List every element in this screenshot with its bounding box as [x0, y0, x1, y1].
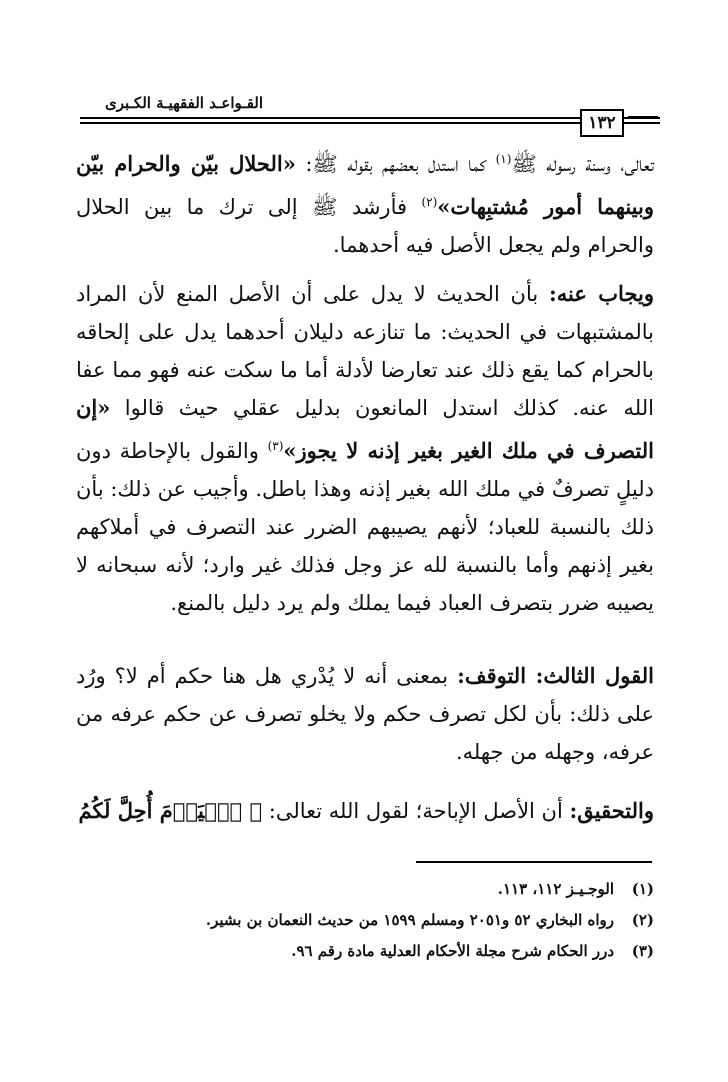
p1-text-3: فأرشد ﷺ إلى ترك ما بين الحلال والحرام ولم يجعل الأصل فيه أحدهما. — [76, 195, 654, 257]
p3-text: بمعنى أنه لا يُدْري هل هنا حكم أم لا؟ ورُد على ذلك: بأن لكل تصرف حكم ولا يخلو تصرف عن حكم عرفه من عرفه، وجهله من جهله. — [76, 664, 654, 764]
paragraph-3 — [76, 657, 654, 771]
footnote-number: (١) — [631, 880, 654, 898]
footnote-text: درر الحكام شرح مجلة الأحكام العدلية مادة رقم ٩٦. — [291, 942, 614, 960]
footnote-item — [150, 936, 654, 967]
p1-text-1: تعالى، وسنة رسوله ﷺ — [511, 152, 654, 176]
page-number-rule-top — [628, 116, 658, 118]
header-rule-top — [80, 117, 660, 119]
p2-text-2: والقول بالإحاطة دون دليلٍ تصرفٌ في ملك الله بغير إذنه وهذا باطل. وأجيب عن ذلك: بأن ذلك بالنسبة للعباد؛ لأنهم يصيبهم الضرر عند التصرف في أملاكهم بغير إذنهم وأما بالنسبة لله عز وجل فذلك غير وارد؛ لأنه سبحانه لا يصيبه ضرر بتصرف العباد فيما يملك ولم يرد دليل بالمنع. — [76, 439, 654, 615]
p3-lead: القول الثالث: التوقف: — [457, 663, 654, 688]
page-number: ١٣٢ — [580, 109, 624, 137]
footnote-item — [150, 905, 654, 936]
hadith-quote: «الحلال بيّن والحرام بيّن وبينهما أمور مُشتبِهات» — [76, 151, 654, 219]
p2-lead: ويجاب عنه: — [548, 281, 654, 306]
paragraph-4 — [76, 792, 654, 830]
footnote-text: الوجـيـز ١١٢، ١١٣. — [497, 880, 614, 898]
footnote-ref-2: (٢) — [421, 195, 438, 209]
rule-quote: «إن التصرف في ملك الغير بغير إذنه لا يجوز» — [76, 395, 654, 463]
footnote-number: (٣) — [631, 942, 654, 960]
footnote-separator — [416, 861, 652, 863]
footnote-ref-1: (١) — [495, 152, 512, 166]
p1-text-2: كما استدل بعضهم بقوله ﷺ: — [295, 152, 496, 176]
p4-lead: والتحقيق: — [569, 798, 654, 823]
paragraph-2 — [76, 275, 654, 622]
paragraph-1 — [76, 140, 654, 264]
p2-text-1: بأن الحديث لا يدل على أن الأصل المنع لأن المراد بالمشتبهات في الحديث: ما تنازعه دليلان أحدهما يدل على إلحاقه بالحرام كما يقع ذلك عند تعارضا لأدلة أما ما سكت عنه فهو مما عفا الله عنه. كذلك استدل المانعون بدليل عقلي حيث قالوا — [76, 282, 654, 420]
footnotes — [150, 874, 654, 967]
p4-text: أن الأصل الإباحة؛ لقول الله تعالى: — [262, 799, 570, 823]
header-rule-bottom — [80, 122, 660, 124]
footnote-text: رواه البخاري ٥٢ و٢٠٥١ ومسلم ١٥٩٩ من حديث النعمان بن بشير. — [205, 911, 614, 929]
footnote-ref-3: (٣) — [267, 439, 284, 453]
quran-verse: ﴿ ٱلۡيَوۡمَ أُحِلَّ لَكُمُ — [78, 798, 263, 823]
running-header-title: القـواعـد الفقهيـة الكـبرى — [104, 94, 264, 112]
footnote-item — [150, 874, 654, 905]
page-number-rule-bottom — [628, 122, 658, 124]
footnote-number: (٢) — [631, 911, 654, 929]
